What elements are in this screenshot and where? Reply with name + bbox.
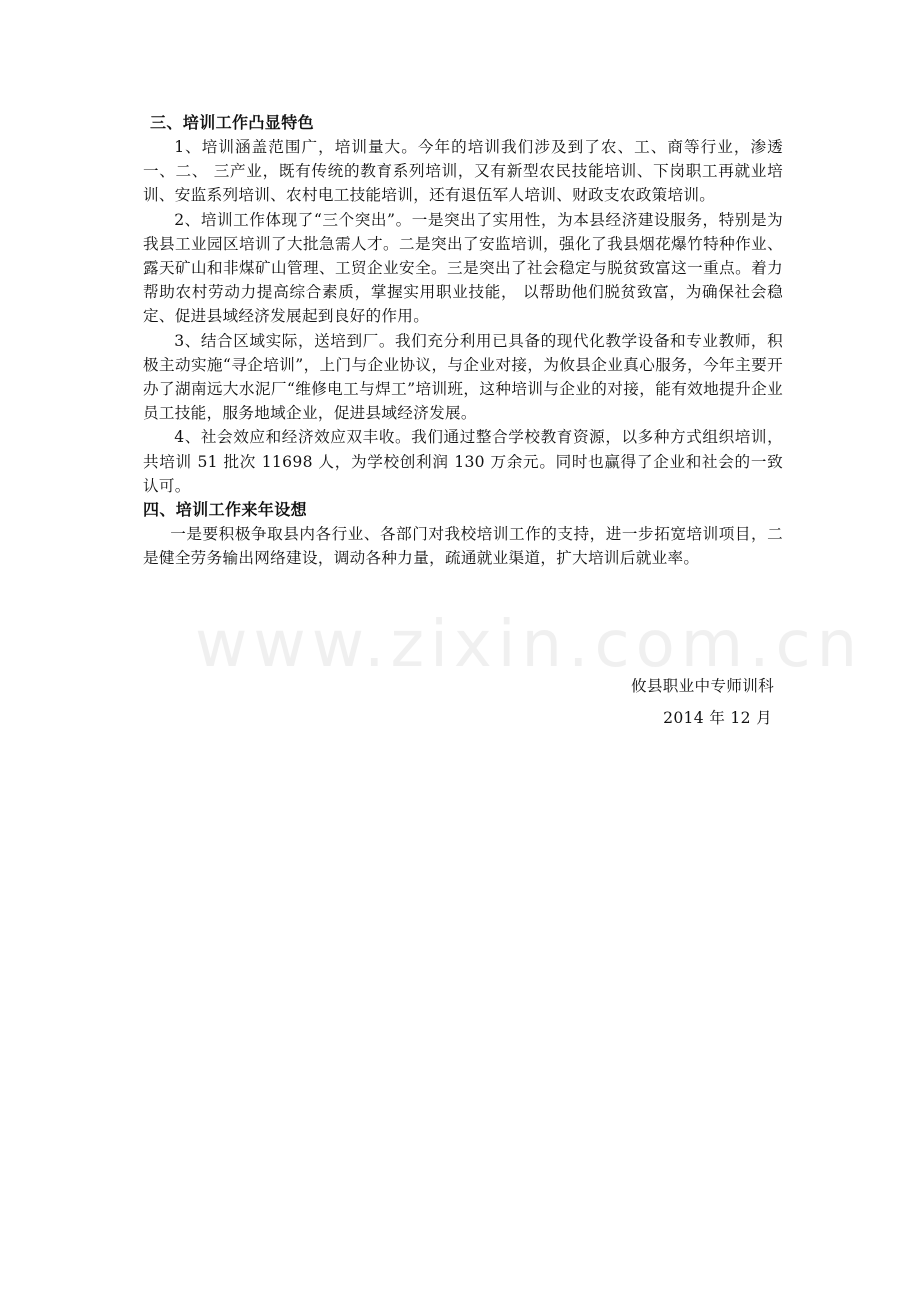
signature-organization: 攸县职业中专师训科 xyxy=(630,677,774,695)
section-3-paragraph-2: 2、培训工作体现了“三个突出”。一是突出了实用性，为本县经济建设服务，特别是为我县工业园区培训了大批急需人才。二是突出了安监培训，强化了我县烟花爆竹特种作业、露天矿山和非煤矿山管理、工贸企业安全。三是突出了社会稳定与脱贫致富这一重点。着力帮助农村劳动力提高综合素质，掌握实用职业技能， 以帮助他们脱贫致富，为确保社会稳定、促进县域经济发展起到良好的作用。 xyxy=(143,210,783,326)
section-3-paragraph-4: 4、社会效应和经济效应双丰收。我们通过整合学校教育资源，以多种方式组织培训，共培训 51 批次 11698 人，为学校创利润 130 万余元。同时也赢得了企业和社会的一致认可。 xyxy=(143,428,783,495)
watermark: www.zixin.com.cn xyxy=(195,608,864,682)
document-body xyxy=(143,111,783,570)
section-4-paragraph-1: 一是要积极争取县内各行业、各部门对我校培训工作的支持，进一步拓宽培训项目，二是健全劳务输出网络建设，调动各种力量，疏通就业渠道，扩大培训后就业率。 xyxy=(143,525,783,568)
section-3-paragraph-3: 3、结合区域实际，送培到厂。我们充分利用已具备的现代化教学设备和专业教师，积极主动实施“寻企培训”，上门与企业协议，与企业对接，为攸县企业真心服务，今年主要开办了湖南远大水泥厂“维修电工与焊工”培训班，这种培训与企业的对接，能有效地提升企业员工技能，服务地域企业，促进县域经济发展。 xyxy=(143,331,783,423)
section-3-heading: 三、培训工作凸显特色 xyxy=(150,113,315,132)
section-3-paragraph-1: 1、培训涵盖范围广，培训量大。今年的培训我们涉及到了农、工、商等行业，渗透一、二、 三产业，既有传统的教育系列培训，又有新型农民技能培训、下岗职工再就业培训、安监系列培训、农村电工技能培训，还有退伍军人培训、财政支农政策培训。 xyxy=(143,138,783,205)
section-4-heading: 四、培训工作来年设想 xyxy=(143,500,308,520)
signature-date: 2014 年 12 月 xyxy=(663,709,772,727)
